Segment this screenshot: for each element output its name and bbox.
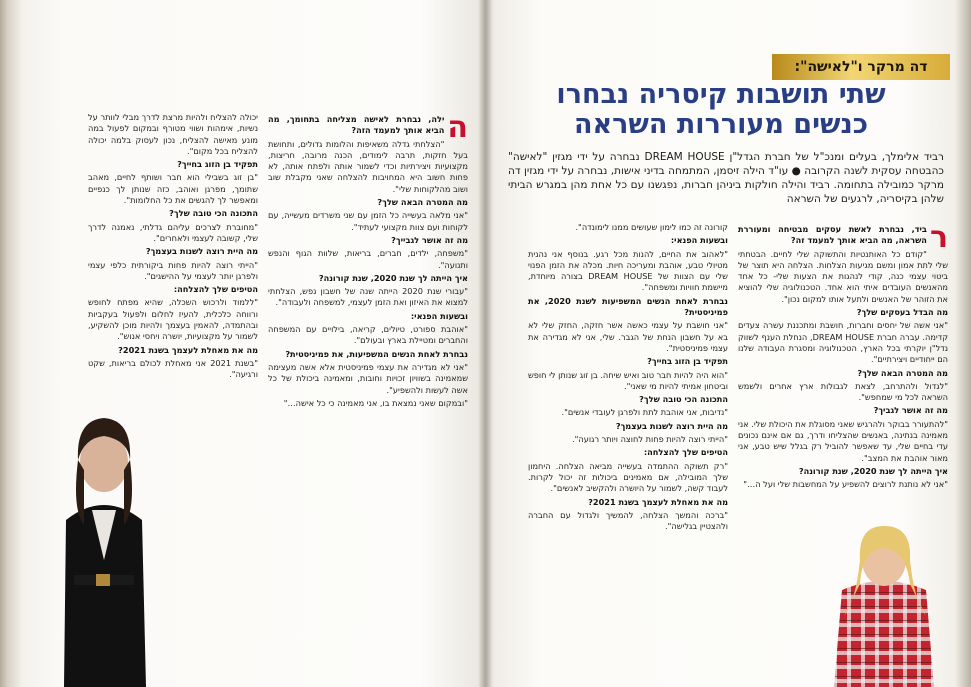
interview-answer: "הוא היה להיות חבר טוב ואיש שיחה. בן זוג שנותן לי חופש וביטחון אמיתי להיות מי שאני". (528, 369, 728, 391)
photo-woman-black-suit (24, 400, 184, 687)
interview-question: מה את מאחלת לעצמך בשנת 2021? (588, 496, 728, 507)
interview-question: מה היית רוצה לשנות בעצמך? (145, 246, 258, 257)
interview-question: ובשעות הפנאי: (670, 235, 728, 246)
interview-answer: "נדיבות, אני אוהבת לתת ולפרגן לעובדי אנשים". (561, 407, 728, 418)
interview-question: נבחרת לאחת הנשים המשפיעות, את פמיניסטית? (285, 348, 468, 359)
interview-question: תפקיד בן הזוג בחייך? (647, 356, 728, 367)
left-column-1 (268, 112, 468, 672)
interview-question: תפקיד בן הזוג בחייך? (177, 159, 258, 170)
interview-answer: "אני מלאה בעשייה כל הזמן עם שני משרדים מעשייה, עם לקוחות ועם צוות מקצועי לעתיד". (268, 210, 468, 232)
interview-answer: "אני אשה של יחסים וחברות, חושבת ומתכננת עשרה צעדים קדימה. עברה חברת DREAM HOUSE, הנחלת הענף לשווק נדל"ן יוקרתי בכל הארץ, הטכנולוגיה ומסגרת העבודה שלנו הם ייחודיים ויצירתיים". (738, 320, 948, 365)
interview-answer: "משפחה, ילדים, חברים, בריאות, שלוות הגוף והנפש ותנועה". (268, 248, 468, 270)
interview-answer: "ללמוד ולרכוש השכלה, שהיא מפתח לחופש ורווחה כלכלית, להעיז לחלום ולפעול בעקביות ובהתמדה, להאמין בעצמך ולהיות מוכן להשקיע, לשמור על מקצועיות, יושרה ויחסי אנוש". (88, 297, 258, 342)
interview-question: איך הייתה לך שנת 2020, שנת קורונה? (318, 272, 468, 283)
spine-shadow (478, 0, 494, 687)
interview-answer: "להתעורר בבוקר ולהרגיש שאני מסוגלת את היכולת שלי. אני מאמינה בנתינה, באנשים שהצליחו ודרך, גם אם אינם נכונים עדי בחיים שלי, עד שאפשר להוביל רק בגלל שיש טבע, אני מאור אוהבת את המצב". (738, 418, 948, 463)
interview-answer: "עבורי שנת 2020 הייתה שנה של חשבון נפש, הצלחתי למצוא את האיזון ואת הזמן לעצמי, למשפחה ולעבודה". (268, 286, 468, 308)
interview-answer: יכולה להצליח ולהיות מרצת לדרך מבלי לוותר על נשיות, אימהות ושווי מטורף ובמקום לפעול במה מונע מאישה להצליח, נכון לעסוק בלמה יכולה להצליח בכל מקום". (88, 112, 258, 156)
drop-cap: ה (447, 112, 468, 145)
interview-answer: קורונה זה כמו לימון שעושים ממנו לימונדה". (575, 222, 728, 232)
interview-answer: "רק תשוקה ההתמדה בעשייה מביאה הצלחה. היחמון שלך המובילה, אם מאמינים ביכולות זה יכול לקרות. לעבוד קשה, לשמור על היושרה ולהקשיב לאנשים". (528, 460, 728, 494)
interview-answer: "אני לא נותנת לרוצים להשפיע על המחשבות שלי ועל ה…" (743, 479, 948, 490)
interview-answer: "ברכה והמשך הצלחה, להמשיך ולגדול עם החברה ולהצטיין בגלישה". (528, 509, 728, 532)
right-column-1 (738, 222, 948, 562)
interview-question: נבחרת לאחת הנשים המשפיעות לשנת 2020, את פמיניסטית? (528, 295, 728, 318)
interview-question: מה המטרה הבאה שלך? (377, 197, 468, 208)
interview-question: התכונה הכי טובה שלך? (639, 394, 728, 405)
interview-answer: "בשנת 2021 אני מאחלת לכולם בריאות, שקט ורגיעה". (88, 357, 258, 380)
section-banner: דה מרקר ו"לאישה": (772, 54, 950, 80)
interview-answer: "בן זוג בשבילי הוא חבר ושותף לחיים, מאהב שתומך, מפרגן ואוהב, כזה שנותן לך כנפיים ומאפשר לך להגשים את כל החלומות". (88, 172, 258, 206)
interview-answer: "אני חושבת על עצמי כאשה אשר חזקה, החזק שלי לא בא על חשבון הנחת של הגבר. שלי, אני לא מגדירה את עצמי פמיניסטית". (528, 320, 728, 353)
right-column-2 (528, 222, 728, 682)
interview-answer: "לגדול ולהתרחב, לצאת לגבולות ארץ אחרים ולשמש השראה לכל מי שמחפש". (738, 380, 948, 403)
right-page (494, 0, 960, 687)
interview-question: מה המטרה הבאה שלך? (857, 367, 948, 378)
interview-question: מה היית רוצה לשנות בעצמך? (615, 420, 728, 431)
interview-answer: "אוהבת ספורט, טיולים, קריאה, בילויים עם המשפחה והחברים ומטיילת בארץ ובעולם". (268, 324, 468, 346)
interview-question: הטיפים שלך להצלחה: (643, 447, 728, 458)
drop-cap: ר (929, 222, 948, 255)
headline: שתי תושבות קיסריה נבחרו כנשים מעוררות השראה (556, 79, 886, 140)
deck-text: רביד אלימלך, בעלים ומנכ"ל של חברת הגדל"ן DREAM HOUSE נבחרה על ידי מגזין "לאישה" כהבטחה עסקית לשנה הקרובה ● עו"ד הילה זיסמן, המתמחה בדיני אישות, נבחרה על ידי מגזין דה מרקר כמובילה בתחומה. רביד והילה חולקות ביניהן חברות, נפגשנו עם כל אחת מהן במגרש הביתי שלהן בקיסריה, לרגעים של השראה (508, 151, 944, 205)
interview-question: ר ביד, נבחרת לאשת עסקים מבטיחה ומעוררת השראה, מה הביא אותך למעמד זה? (738, 222, 948, 255)
interview-question: התכונה הכי טובה שלך? (169, 208, 258, 219)
interview-answer: "ובמקום שאני נמצאת בו, אני מאמינה כי כל אישה…" (283, 397, 468, 408)
interview-answer: "הצלחתי גדלה משאיפות והלומות גדולים, ותחושת בעל חזקות, תרבה לימודים, הכנה מרובה, חריצות, מקצועיות ויצירתיות וכדי לשמור אותה ולפתח אותה, לא פחות חשוב היא המחויבות להצלחה שאני מקבלת שוב ושוב מהלקוחות שלי". (268, 138, 468, 194)
interview-question: מה זה אושר לגביך? (873, 405, 948, 416)
interview-question: מה את מאחלת לעצמך בשנת 2021? (118, 344, 258, 355)
interview-question: ובשעות הפנאי: (410, 310, 468, 321)
interview-question: איך הייתה לך שנת 2020, שנת קורונה? (798, 465, 948, 476)
left-page (14, 0, 480, 687)
interview-question: הטיפים שלך להצלחה: (173, 284, 258, 295)
interview-answer: "לאהוב את החיים, להנות מכל רגע. בנוסף אני נהנית מטיולי טבע, אוהבת ומעריכה חיות. מכלה את הזמן הפנוי שלי עם הצוות של DREAM HOUSE בצורה מיוחדת, מיישמת חוויות ומשפחה". (528, 248, 728, 293)
interview-question: מה זה אושר לגבייך? (391, 234, 468, 245)
interview-answer: "הייתי רוצה להיות פחות ביקורתית כלפי עצמי ולפרגן יותר לעצמי על ההישגים". (88, 259, 258, 281)
interview-answer: "קודם כל האותנטיות והתשוקה שלי לחיים. הבטחתי שלי לתת אמון ומשם מגיעות הצלחות. הצלחה היא תוצר של ביטוי עצמי כנה, קודי לנהגות את הצעות שלי- כל אחד מהאנשים העובדים איתי הוא אחד. הטכנולוגיה שלי להוציא את הזוהר של האנשים ולתעל אותו למקום נכון". (738, 248, 948, 304)
photo-woman-plaid-shirt (814, 520, 954, 687)
interview-question: מה הבדל בעסקים שלך? (856, 307, 948, 318)
interview-answer: "הייתי רוצה להיות פחות לחוצה ויותר רגועה". (572, 434, 728, 445)
interview-answer: "אני לא מגדירה את עצמי פמיניסטית אלא אשה מעצימה שמאמינה בשוויון זכויות וחובות, ומאמינה ביכולת של כל אשה לעשות ולהשפיע". (268, 361, 468, 395)
interview-question: ה ילה, נבחרת לאישה מצליחה בתחומך, מה הביא אותך למעמד הזה? (268, 112, 468, 145)
interview-answer: "מחוברת לצרכים עליהם גדלתי, נאמנה לדרך שלי, קשובה לעצמי ולאחרים". (88, 221, 258, 243)
